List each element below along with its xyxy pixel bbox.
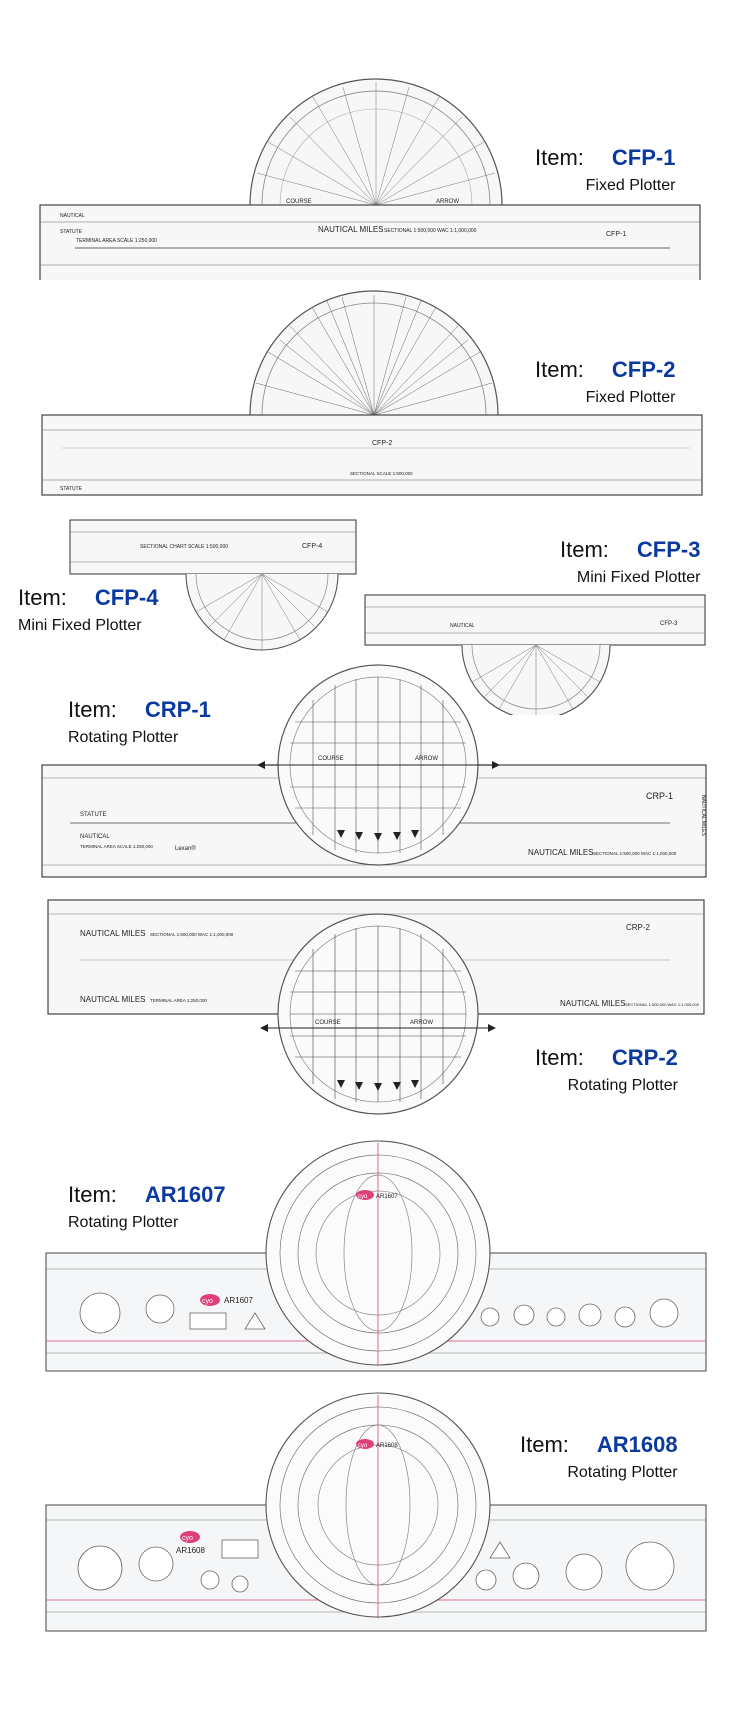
cfp-3-nautical: NAUTICAL: [450, 623, 475, 629]
cfp-2-model-mark: CFP-2: [372, 440, 393, 447]
item-code: CRP-1: [144, 697, 211, 722]
crp-2-right-label: NAUTICAL MILES: [560, 999, 626, 1008]
cfp-3-model-mark: CFP-3: [660, 621, 678, 627]
item-word: Item:: [520, 1432, 569, 1457]
item-description: Fixed Plotter: [585, 177, 676, 194]
crp-2-course-label: COURSE: [315, 1020, 341, 1026]
cfp-1-course-label: COURSE: [286, 199, 312, 205]
crp-1-sectional: SECTIONAL 1:500,000 WAC 1:1,000,000: [593, 851, 677, 856]
item-word: Item:: [535, 145, 584, 170]
ar1608-brand: cyo: [182, 1535, 193, 1542]
cfp-1-model-mark: CFP-1: [606, 231, 627, 238]
crp-2-model-mark: CRP-2: [626, 923, 651, 932]
ar1608-label: [520, 1432, 678, 1482]
cfp-1-label: [535, 145, 675, 195]
item-description: Mini Fixed Plotter: [576, 569, 701, 586]
ar1608-model-center: AR1608: [376, 1443, 398, 1449]
item-code: CFP-2: [611, 357, 676, 382]
item-description: Mini Fixed Plotter: [18, 617, 142, 634]
cfp-2-sectional-scale: SECTIONAL SCALE 1:500,000: [350, 471, 413, 476]
crp-2-top-label: NAUTICAL MILES: [80, 929, 146, 938]
cfp-4-model-mark: CFP-4: [302, 543, 323, 550]
crp-1-label: [68, 697, 211, 747]
item-word: Item:: [535, 1045, 584, 1070]
ar1608-plotter: [0, 1390, 750, 1640]
crp-1-nautical: NAUTICAL: [80, 834, 110, 840]
cfp-1-terminal: TERMINAL AREA SCALE 1:250,000: [76, 238, 157, 244]
item-description: Rotating Plotter: [68, 1214, 179, 1231]
crp-1-statute: STATUTE: [80, 812, 107, 818]
ar1608-model-mark: AR1608: [176, 1546, 205, 1555]
cfp-1-statute: STATUTE: [60, 229, 83, 235]
crp-1-course-label: COURSE: [318, 756, 344, 762]
item-word: Item:: [68, 1182, 117, 1207]
crp-1-side-label: NAUTICAL MILES: [700, 795, 706, 836]
cfp-2-label: [535, 357, 675, 407]
ar1607-brand-center: cyo: [358, 1194, 368, 1200]
crp-2-bottom-sub: TERMINAL AREA 1:250,000: [150, 998, 207, 1003]
crp-2-right-sub: SECTIONAL 1:500,000 WAC 1:1,000,000: [625, 1002, 699, 1007]
item-description: Rotating Plotter: [567, 1077, 678, 1094]
crp-1-terminal: TERMINAL AREA SCALE 1:250,000: [80, 844, 153, 849]
ar1607-plotter: [0, 1135, 750, 1380]
item-word: Item:: [535, 357, 584, 382]
crp-2-bottom-label: NAUTICAL MILES: [80, 995, 146, 1004]
cfp-3-label: [560, 537, 700, 587]
cfp-1-arrow-label: ARROW: [436, 199, 459, 205]
ar1607-label: [68, 1182, 226, 1232]
ar1607-model-mark: AR1607: [224, 1296, 253, 1305]
item-code: AR1608: [596, 1432, 678, 1457]
crp-1-lexan: Lexan®: [175, 846, 196, 852]
ar1607-model-center: AR1607: [376, 1194, 398, 1200]
ar1607-brand: cyo: [202, 1298, 213, 1305]
crp-2-arrow-label: ARROW: [410, 1020, 433, 1026]
item-code: CFP-1: [611, 145, 676, 170]
cfp-4-label: [18, 585, 158, 635]
crp-2-label: [535, 1045, 678, 1095]
item-word: Item:: [18, 585, 67, 610]
item-description: Rotating Plotter: [567, 1464, 678, 1481]
cfp-1-nautical-miles: NAUTICAL MILES: [318, 225, 384, 234]
item-code: CFP-4: [94, 585, 159, 610]
cfp-1-plotter: [0, 0, 750, 280]
item-description: Fixed Plotter: [585, 389, 676, 406]
cfp-1-nautical-top: NAUTICAL: [60, 213, 85, 219]
crp-1-model-mark: CRP-1: [646, 791, 674, 801]
item-code: CFP-3: [636, 537, 701, 562]
item-code: CRP-2: [611, 1045, 678, 1070]
cfp-2-statute: STATUTE: [60, 486, 83, 492]
item-word: Item:: [560, 537, 609, 562]
cfp-1-sectional-scale: SECTIONAL 1:500,000 WAC 1:1,000,000: [384, 228, 477, 234]
crp-1-nautical-miles: NAUTICAL MILES: [528, 848, 594, 857]
crp-1-plotter: [0, 660, 750, 890]
item-code: AR1607: [144, 1182, 226, 1207]
cfp-4-sectional-scale: SECTIONAL CHART SCALE 1:500,000: [140, 544, 229, 550]
item-description: Rotating Plotter: [68, 729, 179, 746]
crp-2-top-sub: SECTIONAL 1:500,000 WAC 1:1,000,000: [150, 932, 234, 937]
crp-1-arrow-label: ARROW: [415, 756, 438, 762]
item-word: Item:: [68, 697, 117, 722]
ar1608-brand-center: cyo: [358, 1443, 368, 1449]
